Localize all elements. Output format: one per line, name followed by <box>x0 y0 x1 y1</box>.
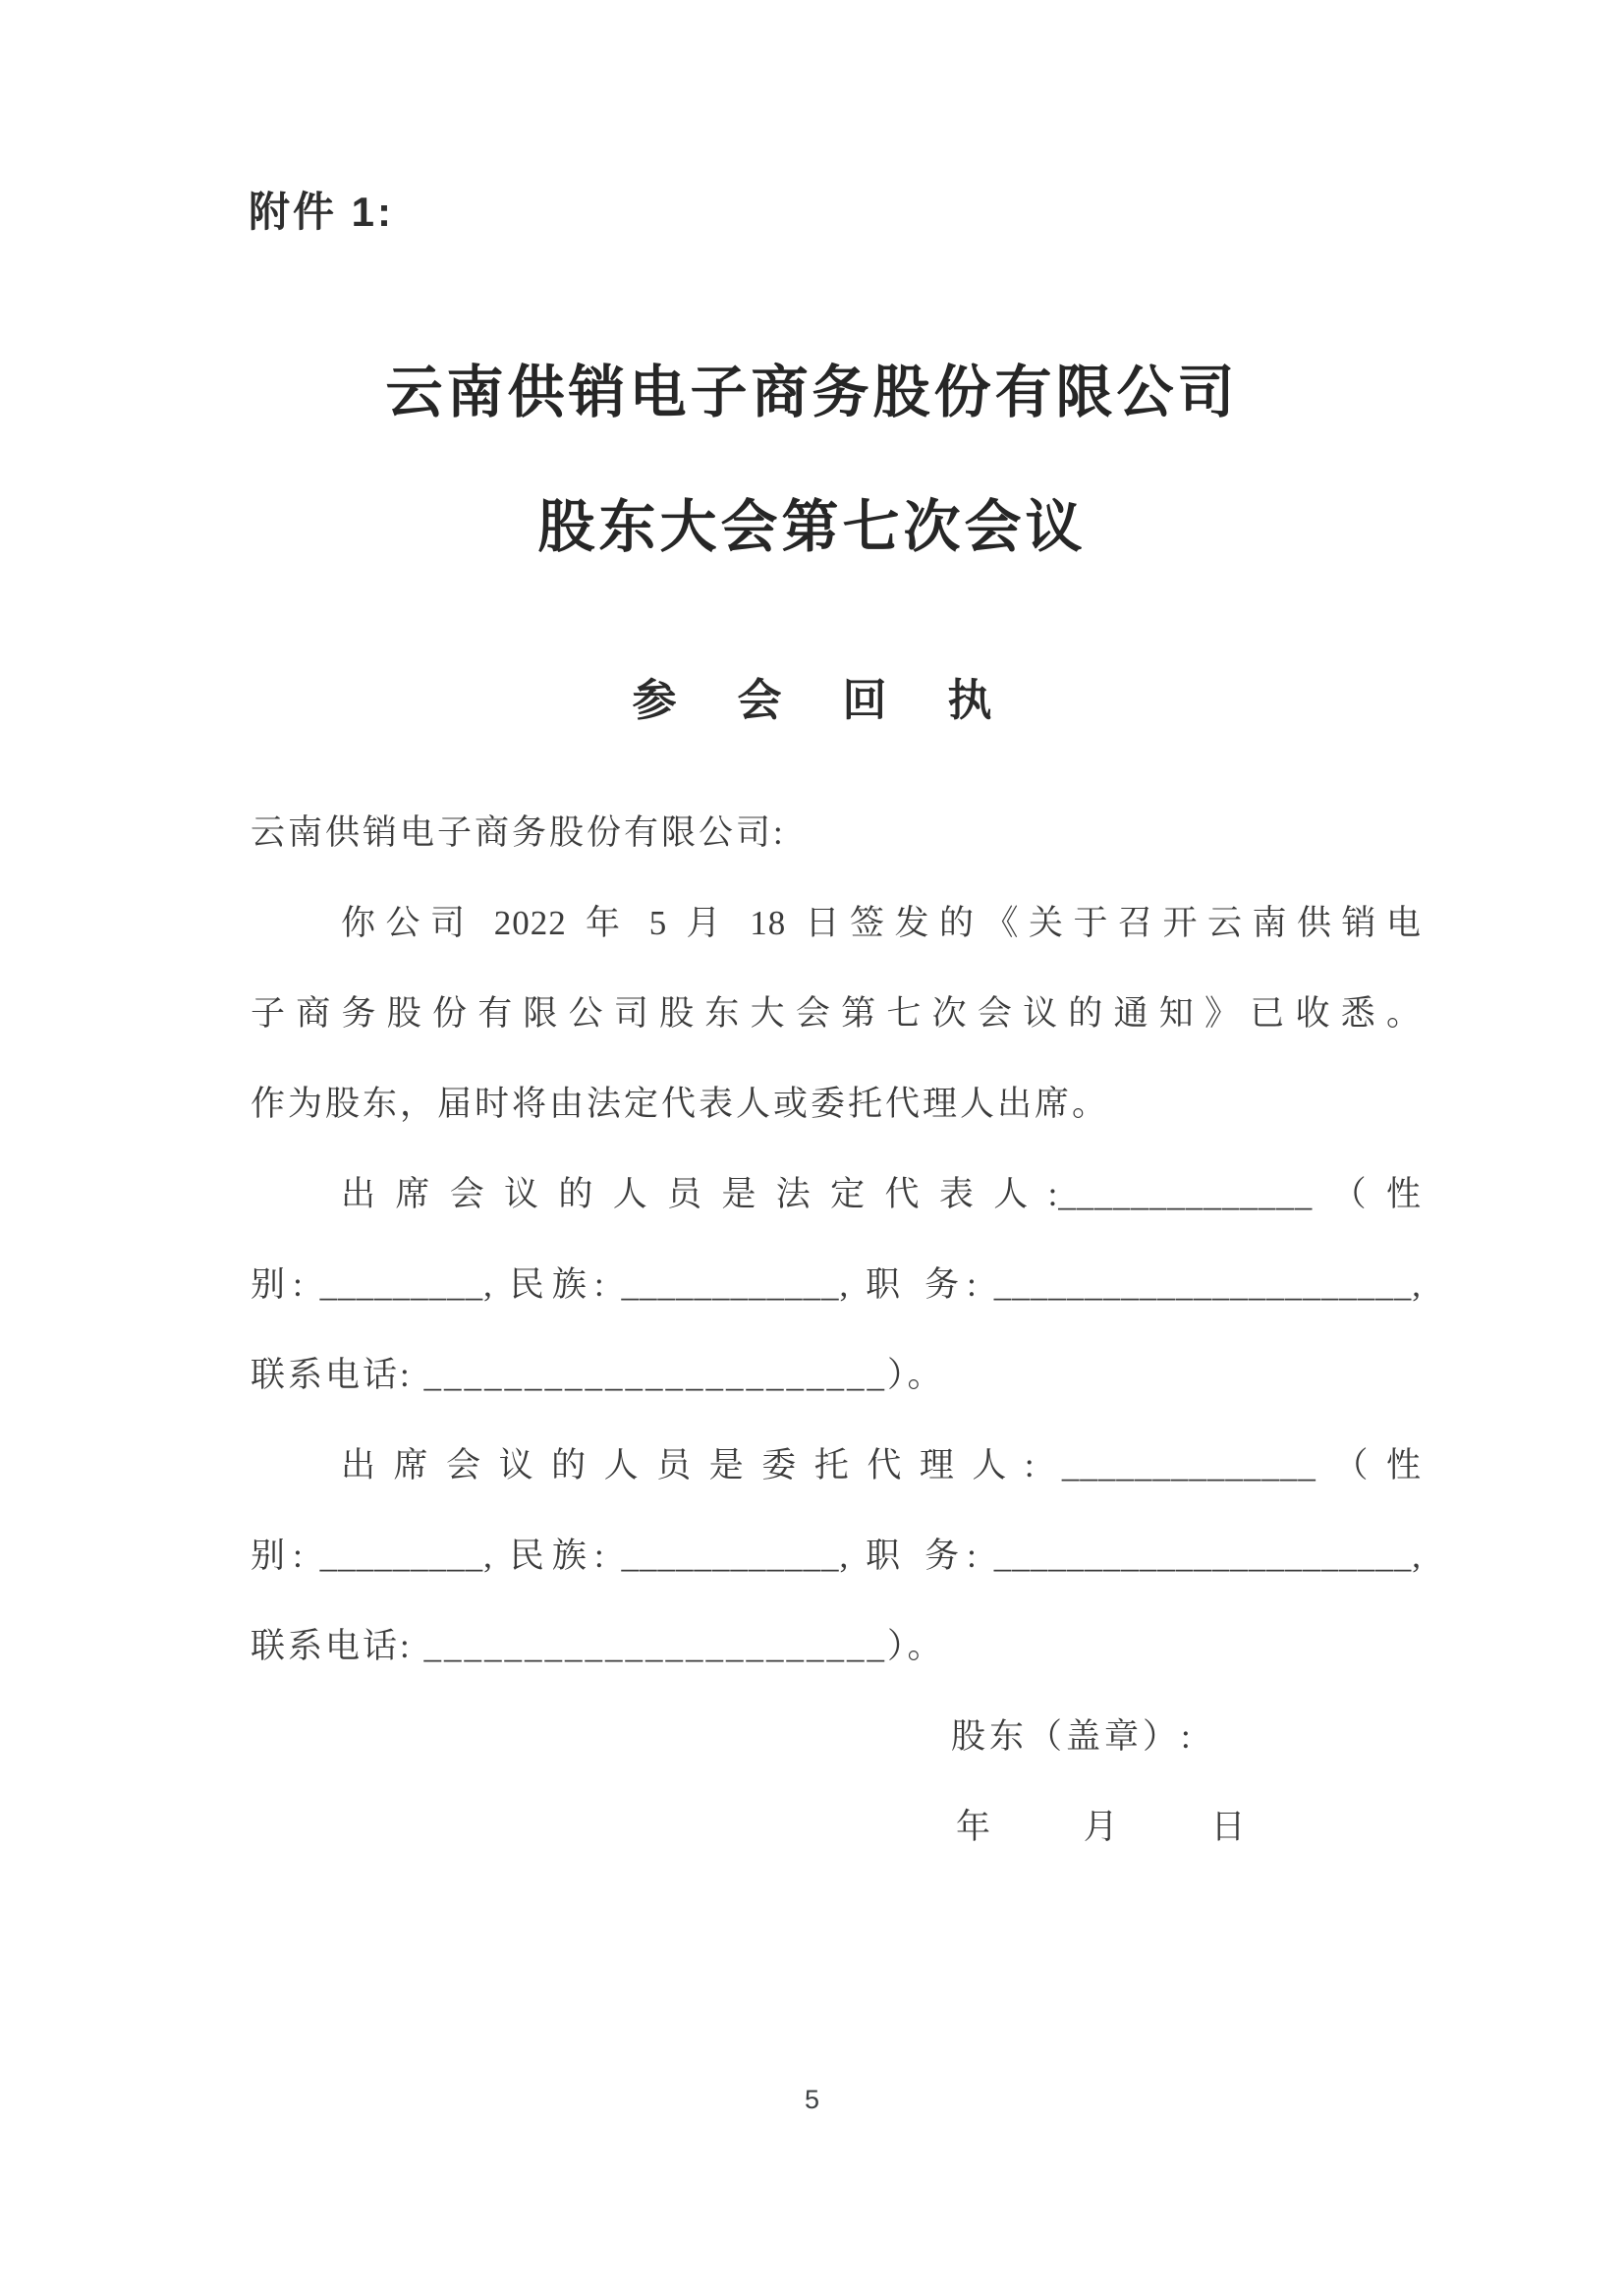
page-number: 5 <box>804 2085 820 2114</box>
shareholder-seal-label: 股东（盖章）: <box>951 1717 1195 1756</box>
notice-paragraph-line-3: 作为股东，届时将由法定代表人或委托代理人出席。 <box>251 1085 1110 1123</box>
notice-paragraph-line-2: 子商务股份有限公司股东大会第七次会议的通知》已收悉。 <box>251 994 1422 1033</box>
proxy-agent-line-2: 别: _________, 民族: ____________, 职 务: _______________________, <box>251 1537 1422 1575</box>
proxy-agent-line-1: 出席会议的人员是委托代理人: ______________（性 <box>341 1446 1422 1484</box>
notice-paragraph-line-1: 你公司 2022 年 5 月 18 日签发的《关于召开云南供销电 <box>341 904 1422 942</box>
document-title-meeting: 股东大会第七次会议 <box>537 495 1087 559</box>
document-title-company: 云南供销电子商务股份有限公司 <box>385 361 1239 424</box>
reply-slip-heading: 参会回执 <box>632 676 1053 725</box>
proxy-agent-phone-line: 联系电话: _______________________）。 <box>251 1627 945 1665</box>
legal-representative-phone-line: 联系电话: _______________________）。 <box>251 1356 945 1394</box>
date-line: 年 月 日 <box>956 1808 1248 1846</box>
legal-representative-line-2: 别: _________, 民族: ____________, 职 务: _______________________, <box>251 1265 1422 1304</box>
salutation-line: 云南供销电子商务股份有限公司: <box>251 813 786 852</box>
attachment-label: 附件 1: <box>249 189 395 235</box>
legal-representative-line-1: 出席会议的人员是法定代表人:______________（性 <box>341 1175 1422 1213</box>
letter-body <box>251 788 1422 1873</box>
